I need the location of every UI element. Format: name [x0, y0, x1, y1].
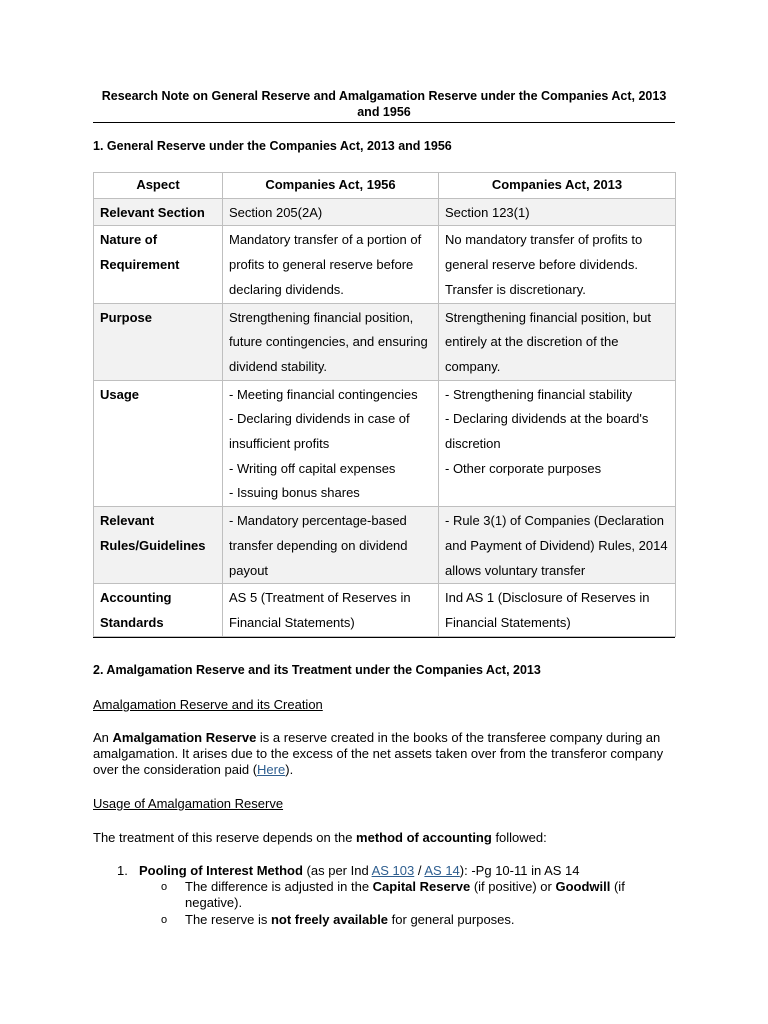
row-aspect: Purpose	[94, 303, 223, 380]
bold-term: Pooling of Interest Method	[139, 863, 303, 878]
cell-line: Section 205(2A)	[229, 204, 323, 220]
cell-2013	[439, 507, 676, 584]
text-run: ): -Pg 10-11 in AS 14	[459, 863, 580, 878]
cell-2013	[439, 198, 676, 226]
text-run: ).	[285, 762, 294, 777]
text-run: An	[93, 730, 113, 745]
cell-line: - Writing off capital expenses	[229, 460, 396, 476]
table-row	[94, 198, 676, 226]
row-aspect: Nature of Requirement	[94, 226, 223, 303]
section1-heading: 1. General Reserve under the Companies Act, 2013 and 1956	[93, 139, 452, 153]
cell-line: Section 123(1)	[445, 204, 530, 220]
cell-1956	[223, 303, 439, 380]
title-divider	[93, 122, 675, 123]
cell-line: Ind AS 1 (Disclosure of Reserves in Financial Statements)	[445, 590, 650, 630]
cell-1956	[223, 584, 439, 636]
subheading-creation: Amalgamation Reserve and its Creation	[93, 697, 323, 712]
bold-term: Goodwill	[555, 879, 611, 894]
bullet-icon: o	[161, 881, 168, 893]
text-run: (if negative).	[185, 879, 625, 910]
bullet-icon: o	[161, 914, 168, 926]
bold-term: method of accounting	[356, 830, 492, 845]
subheading-usage: Usage of Amalgamation Reserve	[93, 796, 284, 811]
text-run: /	[414, 863, 425, 878]
col-header-1956: Companies Act, 1956	[223, 173, 439, 199]
as14-link[interactable]: AS 14	[424, 863, 460, 878]
text-run: for general purposes.	[388, 912, 515, 927]
table-row	[94, 303, 676, 380]
bold-term: not freely available	[270, 912, 389, 927]
as103-link[interactable]: AS 103	[371, 863, 415, 878]
text-run: (as per Ind	[302, 863, 372, 878]
cell-line: Strengthening financial position, but entirely at the discretion of the company.	[445, 309, 651, 374]
bullet-not-free	[185, 912, 665, 928]
cell-line: Mandatory transfer of a portion of profits to general reserve before declaring dividends.	[229, 232, 422, 297]
cell-line: No mandatory transfer of profits to general reserve before dividends. Transfer is discretionary.	[445, 232, 643, 297]
cell-line: Strengthening financial position, future contingencies, and ensuring dividend stability.	[229, 309, 428, 374]
treatment-paragraph	[93, 830, 678, 846]
cell-line: - Other corporate purposes	[445, 460, 602, 476]
general-reserve-table	[93, 172, 676, 637]
cell-line: - Strengthening financial stability	[445, 386, 633, 402]
cell-line: - Declaring dividends at the board's discretion	[445, 411, 649, 452]
section-divider	[93, 637, 675, 638]
text-run: is a reserve created in the books of the transferee company during an amalgamation. It arises due to the excess of the net assets taken over from the transferor company over the consideration paid (	[93, 730, 664, 777]
document-title: Research Note on General Reserve and Amalgamation Reserve under the Companies Act, 2013 and 1956	[101, 89, 667, 119]
bold-term: Capital Reserve	[372, 879, 471, 894]
table-row	[94, 584, 676, 636]
row-aspect: Usage	[94, 380, 223, 507]
col-header-aspect: Aspect	[94, 173, 223, 199]
text-run: The treatment of this reserve depends on the	[93, 830, 357, 845]
cell-1956	[223, 380, 439, 507]
cell-2013	[439, 380, 676, 507]
table-header-row	[94, 173, 676, 199]
amalgamation-paragraph	[93, 730, 678, 778]
row-aspect: Relevant Section	[94, 198, 223, 226]
cell-line: - Issuing bonus shares	[229, 485, 360, 501]
cell-1956	[223, 507, 439, 584]
here-link[interactable]: Here	[257, 762, 286, 777]
cell-2013	[439, 226, 676, 303]
cell-line: - Mandatory percentage-based transfer depending on dividend payout	[229, 513, 408, 578]
text-run: The difference is adjusted in the	[185, 879, 373, 894]
col-header-2013: Companies Act, 2013	[439, 173, 676, 199]
cell-2013	[439, 584, 676, 636]
row-aspect: Accounting Standards	[94, 584, 223, 636]
cell-2013	[439, 303, 676, 380]
text-run: The reserve is	[185, 912, 271, 927]
bold-term: Amalgamation Reserve	[112, 730, 257, 745]
row-aspect: Relevant Rules/Guidelines	[94, 507, 223, 584]
bullet-capital-reserve	[185, 879, 665, 911]
cell-1956	[223, 226, 439, 303]
cell-line: - Meeting financial contingencies	[229, 386, 418, 402]
table-row	[94, 380, 676, 507]
list-number: 1.	[117, 863, 128, 878]
list-item-pooling	[139, 863, 580, 878]
cell-line: - Declaring dividends in case of insufficient profits	[229, 411, 410, 452]
cell-line: AS 5 (Treatment of Reserves in Financial Statements)	[229, 590, 411, 630]
text-run: followed:	[491, 830, 547, 845]
section2-heading: 2. Amalgamation Reserve and its Treatment under the Companies Act, 2013	[93, 663, 541, 677]
cell-1956	[223, 198, 439, 226]
text-run: (if positive) or	[470, 879, 556, 894]
table-row	[94, 507, 676, 584]
table-row	[94, 226, 676, 303]
cell-line: - Rule 3(1) of Companies (Declaration and Payment of Dividend) Rules, 2014 allows voluntary transfer	[445, 513, 668, 578]
